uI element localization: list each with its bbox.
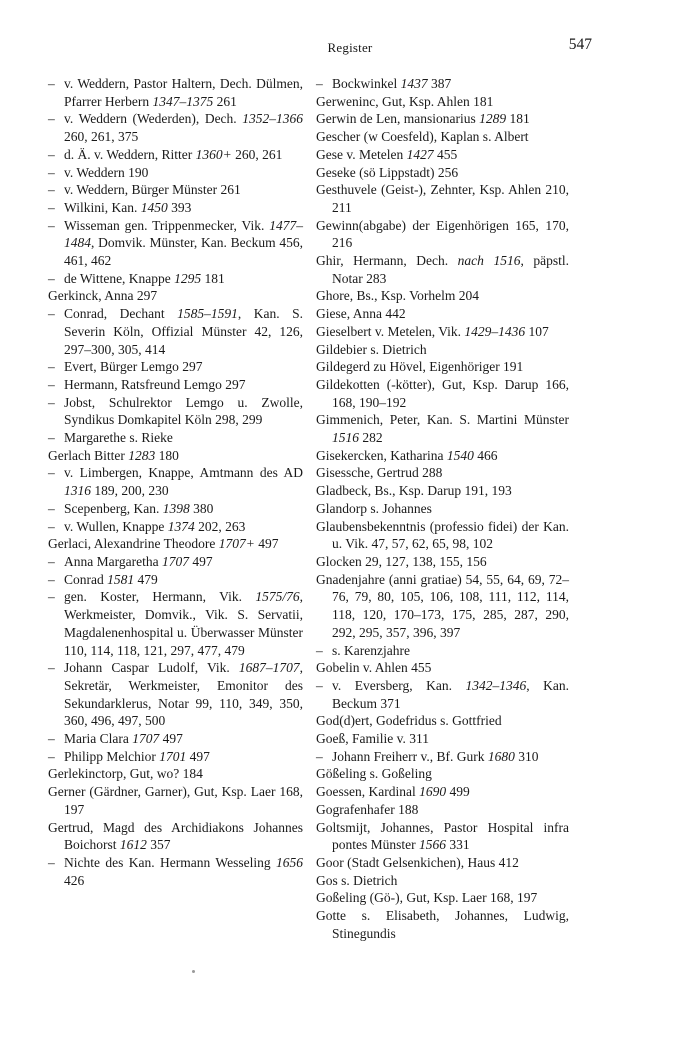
subentry-dash: – <box>316 642 323 658</box>
index-subentry <box>48 217 303 270</box>
scan-speck <box>192 970 195 973</box>
subentry-dash: – <box>48 394 55 410</box>
subentry-dash: – <box>48 518 55 534</box>
entry-text: , päpstl. Notar 283 <box>332 253 570 286</box>
subentry-dash: – <box>48 199 55 215</box>
entry-text: Scepenberg, Kan. <box>64 500 163 516</box>
index-entry <box>316 146 569 164</box>
entry-text: 380 <box>189 500 214 516</box>
index-subentry <box>48 270 303 288</box>
entry-date: 1701 <box>159 748 187 764</box>
entry-text: Nichte des Kan. Hermann Wesseling <box>64 854 276 870</box>
subentry-dash: – <box>316 76 323 91</box>
entry-text: 310 <box>514 748 539 764</box>
index-entry <box>316 819 569 854</box>
subentry-dash: – <box>48 430 55 446</box>
entry-text: Gerwin de Len, mansionarius <box>316 111 480 127</box>
entry-date: 1283 <box>128 447 156 463</box>
entry-text: 260, 261 <box>231 146 283 162</box>
index-subentry <box>48 199 303 217</box>
entry-text: Gladbeck, Bs., Ksp. Darup 191, 193 <box>316 483 512 499</box>
entry-text: Gese v. Metelen <box>316 146 407 162</box>
entry-text: 189, 200, 230 <box>91 483 169 499</box>
entry-text: 499 <box>446 784 470 800</box>
index-subentry <box>48 464 303 499</box>
entry-text: Gisekercken, Katharina <box>316 447 447 463</box>
entry-text: v. Weddern, Bürger Münster 261 <box>64 182 241 198</box>
entry-text: 455 <box>433 146 458 162</box>
index-subentry <box>48 748 303 766</box>
entry-text: Gildebier s. Dietrich <box>316 341 427 357</box>
entry-date: 1398 <box>162 500 190 516</box>
entry-text: s. Karenzjahre <box>332 642 410 658</box>
entry-text: 261 <box>213 93 237 109</box>
index-entry <box>316 482 569 500</box>
subentry-dash: – <box>48 111 55 127</box>
index-entry <box>48 783 303 818</box>
index-entry <box>316 93 569 111</box>
index-subentry <box>48 730 303 748</box>
entry-date: 1316 <box>64 483 91 499</box>
entry-text: 497 <box>188 553 213 569</box>
index-subentry <box>48 588 303 659</box>
entry-date: 1352–1366 <box>242 111 303 127</box>
subentry-dash: – <box>48 465 55 481</box>
running-header-title: Register <box>327 40 373 55</box>
entry-text: Gobelin v. Ahlen 455 <box>316 660 432 676</box>
entry-text: v. Weddern 190 <box>64 164 149 180</box>
index-entry <box>316 305 569 323</box>
subentry-dash: – <box>48 571 55 587</box>
entry-date: 1429–1436 <box>464 323 526 339</box>
subentry-dash: – <box>316 677 323 693</box>
index-entry <box>48 819 303 854</box>
entry-text: Gewinn(abgabe) der Eigenhörigen 165, 170, 216 <box>316 217 569 251</box>
entry-date: 1690 <box>419 784 447 800</box>
entry-text: Gisessche, Gertrud 288 <box>316 465 443 481</box>
entry-date: 1707 <box>132 731 160 747</box>
index-entry <box>316 571 569 642</box>
entry-date: 1687–1707 <box>238 660 300 676</box>
entry-text: Geseke (sö Lippstadt) 256 <box>316 164 459 180</box>
entry-date: 1477–1484 <box>64 217 303 251</box>
subentry-dash: – <box>48 359 55 375</box>
entry-text: Johann Freiherr v., Bf. Gurk <box>332 748 488 764</box>
entry-text: Evert, Bürger Lemgo 297 <box>64 359 203 375</box>
entry-text: 479 <box>134 571 158 587</box>
index-subentry <box>48 429 303 447</box>
index-entry <box>316 358 569 376</box>
entry-text: Gesthuvele (Geist-), Zehnter, Ksp. Ahlen 210, 211 <box>316 182 569 215</box>
entry-date: 1295 <box>174 270 202 286</box>
index-entry <box>316 164 569 182</box>
index-entry <box>316 801 569 819</box>
entry-text: Ghir, Hermann, Dech. <box>316 253 458 269</box>
entry-text: Maria Clara <box>64 731 133 747</box>
entry-text: v. Limbergen, Knappe, Amtmann des AD <box>64 465 303 481</box>
subentry-dash: – <box>316 748 323 764</box>
index-subentry <box>48 181 303 199</box>
entry-date: 1707+ <box>218 536 255 552</box>
index-entry <box>316 128 569 146</box>
entry-date: 1450 <box>140 199 168 215</box>
entry-text: God(d)ert, Godefridus s. Gottfried <box>316 713 502 729</box>
entry-text: v. Weddern, Pastor Haltern, Dech. Dülmen, Pfarrer Herbern <box>64 76 303 109</box>
subentry-dash: – <box>48 748 55 764</box>
entry-text: Margarethe s. Rieke <box>64 430 173 446</box>
page-number: 547 <box>568 36 592 53</box>
entry-date: 1437 <box>400 76 428 91</box>
index-subentry <box>48 394 303 429</box>
entry-text: , Sekretär, Werkmeister, Emonitor des Sekundarklerus, Notar 99, 110, 349, 350, 360, 496, 497, 500 <box>64 660 303 729</box>
entry-text: Anna Margaretha <box>64 553 162 569</box>
entry-date: 1342–1346 <box>465 677 527 693</box>
entry-text: 497 <box>186 748 210 764</box>
entry-text: Johann Caspar Ludolf, Vik. <box>64 660 239 676</box>
index-subentry <box>48 376 303 394</box>
index-column-left <box>48 75 303 889</box>
entry-text: 497 <box>254 536 279 552</box>
subentry-dash: – <box>48 76 55 91</box>
index-entry <box>316 907 569 942</box>
index-subentry <box>48 553 303 571</box>
index-entry <box>316 217 569 252</box>
subentry-dash: – <box>48 500 55 516</box>
index-subentry <box>316 748 569 766</box>
entry-date: 1347–1375 <box>152 93 214 109</box>
entry-text: 282 <box>359 430 383 446</box>
index-entry <box>316 376 569 411</box>
index-subentry <box>48 305 303 358</box>
entry-date: 1374 <box>167 518 195 534</box>
entry-text: Glaubensbekenntnis (professio fidei) der Kan. u. Vik. 47, 57, 62, 65, 98, 102 <box>316 518 569 552</box>
entry-text: Gografenhafer 188 <box>316 801 419 817</box>
entry-text: Gildekotten (-kötter), Gut, Ksp. Darup 166, 168, 190–192 <box>316 376 569 410</box>
entry-text: 181 <box>506 111 530 127</box>
entry-date: 1540 <box>446 447 474 463</box>
index-entry <box>316 659 569 677</box>
subentry-dash: – <box>48 589 55 605</box>
entry-text: Ghore, Bs., Ksp. Vorhelm 204 <box>316 288 480 304</box>
index-subentry <box>48 146 303 164</box>
entry-text: 260, 261, 375 <box>64 129 139 145</box>
entry-date: 1289 <box>479 111 507 127</box>
entry-text: , Werkmeister, Domvik., Vik. S. Servatii, Magdalenenhospital u. Überwasser Münster 110, 114, 118, 121, 297, 477, 479 <box>64 589 303 658</box>
entry-text: de Wittene, Knappe <box>64 270 175 286</box>
index-entry <box>316 323 569 341</box>
index-entry <box>316 765 569 783</box>
index-subentry <box>48 659 303 730</box>
index-entry <box>316 500 569 518</box>
index-entry <box>316 783 569 801</box>
index-entry <box>316 889 569 907</box>
entry-text: 497 <box>159 731 183 747</box>
entry-text: Gerweninc, Gut, Ksp. Ahlen 181 <box>316 93 494 109</box>
entry-text: Gerlekinctorp, Gut, wo? 184 <box>48 766 203 782</box>
entry-text: 331 <box>446 837 470 853</box>
subentry-dash: – <box>48 270 55 286</box>
entry-date: 1575/76 <box>255 589 300 605</box>
entry-text: gen. Koster, Hermann, Vik. <box>64 589 256 605</box>
subentry-dash: – <box>48 731 55 747</box>
index-subentry <box>48 164 303 182</box>
index-subentry <box>48 75 303 110</box>
index-entry <box>316 464 569 482</box>
entry-text: Philipp Melchior <box>64 748 160 764</box>
entry-text: v. Wullen, Knappe <box>64 518 168 534</box>
index-subentry <box>48 571 303 589</box>
index-entry <box>48 287 303 305</box>
index-subentry <box>316 75 569 93</box>
index-entry <box>316 110 569 128</box>
index-entry <box>316 730 569 748</box>
index-entry <box>316 553 569 571</box>
entry-text: Gerlach Bitter <box>48 447 129 463</box>
entry-text: 426 <box>64 872 85 888</box>
subentry-dash: – <box>48 376 55 392</box>
entry-text: Gerner (Gärdner, Garner), Gut, Ksp. Laer 168, 197 <box>48 784 303 817</box>
entry-text: v. Weddern (Wederden), Dech. <box>64 111 243 127</box>
index-entry <box>48 765 303 783</box>
entry-text: Goltsmijt, Johannes, Pastor Hospital infra pontes Münster <box>316 819 569 853</box>
subentry-dash: – <box>48 146 55 162</box>
index-entry <box>316 518 569 553</box>
entry-text: Gos s. Dietrich <box>316 872 398 888</box>
subentry-dash: – <box>48 854 55 870</box>
entry-text: Wisseman gen. Trippenmecker, Vik. <box>64 217 270 233</box>
index-entry <box>316 341 569 359</box>
entry-text: 180 <box>155 447 179 463</box>
index-subentry <box>48 518 303 536</box>
entry-text: Gildegerd zu Hövel, Eigenhöriger 191 <box>316 359 524 375</box>
entry-date: 1427 <box>406 146 434 162</box>
entry-text: 387 <box>427 76 452 91</box>
entry-text: , Kan. Beckum 371 <box>332 677 569 711</box>
index-entry <box>316 287 569 305</box>
entry-text: Jobst, Schulrektor Lemgo u. Zwolle, Syndikus Domkapitel Köln 298, 299 <box>64 394 303 428</box>
index-entry <box>316 252 569 287</box>
entry-date: 1581 <box>107 571 135 587</box>
subentry-dash: – <box>48 306 55 322</box>
entry-date: nach 1516 <box>457 253 521 269</box>
entry-text: Bockwinkel <box>332 76 401 91</box>
index-entry <box>48 447 303 465</box>
entry-text: Goeß, Familie v. 311 <box>316 731 429 747</box>
entry-date: 1566 <box>419 837 446 853</box>
index-entry <box>316 411 569 446</box>
entry-text: Hermann, Ratsfreund Lemgo 297 <box>64 376 246 392</box>
entry-date: 1707 <box>161 553 189 569</box>
entry-text: 393 <box>167 199 192 215</box>
entry-text: d. Ä. v. Weddern, Ritter <box>64 146 196 162</box>
entry-text: 357 <box>146 837 171 853</box>
index-subentry <box>48 358 303 376</box>
entry-date: 1516 <box>332 430 359 446</box>
index-subentry <box>48 500 303 518</box>
entry-text: Gnadenjahre (anni gratiae) 54, 55, 64, 69, 72–76, 79, 80, 105, 106, 108, 111, 112, 114, 118, 120, 170–173, 175, 285, 287, 290, 292, 295, 357, 396, 397 <box>316 571 569 640</box>
entry-text: Wilkini, Kan. <box>64 199 141 215</box>
entry-date: 1656 <box>276 854 303 870</box>
subentry-dash: – <box>48 164 55 180</box>
index-entry <box>316 181 569 216</box>
entry-text: Goor (Stadt Gelsenkichen), Haus 412 <box>316 854 519 870</box>
index-entry <box>316 872 569 890</box>
subentry-dash: – <box>48 660 55 676</box>
entry-text: 202, 263 <box>194 518 246 534</box>
entry-text: 181 <box>201 270 225 286</box>
entry-text: Gerkinck, Anna 297 <box>48 288 158 304</box>
entry-text: Gertrud, Magd des Archidiakons Johannes Boichorst <box>48 819 303 853</box>
entry-text: Goßeling (Gö-), Gut, Ksp. Laer 168, 197 <box>316 890 538 906</box>
index-entry <box>316 712 569 730</box>
entry-text: Glandorp s. Johannes <box>316 500 432 516</box>
entry-text: Glocken 29, 127, 138, 155, 156 <box>316 553 487 569</box>
entry-text: Gößeling s. Goßeling <box>316 766 432 782</box>
entry-text: Goessen, Kardinal <box>316 784 420 800</box>
subentry-dash: – <box>48 553 55 569</box>
entry-text: v. Eversberg, Kan. <box>332 677 466 693</box>
entry-text: , Kan. S. Severin Köln, Offizial Münster 42, 126, 297–300, 305, 414 <box>64 306 303 357</box>
entry-text: Giese, Anna 442 <box>316 306 406 322</box>
entry-text: , Domvik. Münster, Kan. Beckum 456, 461, 462 <box>64 235 303 269</box>
subentry-dash: – <box>48 217 55 233</box>
subentry-dash: – <box>48 182 55 198</box>
entry-text: Conrad <box>64 571 108 587</box>
entry-text: Gieselbert v. Metelen, Vik. <box>316 323 465 339</box>
index-entry <box>316 854 569 872</box>
index-subentry <box>316 677 569 712</box>
entry-date: 1680 <box>487 748 515 764</box>
entry-text: Conrad, Dechant <box>64 306 178 322</box>
entry-text: 466 <box>473 447 498 463</box>
entry-date: 1612 <box>119 837 147 853</box>
index-subentry <box>48 110 303 145</box>
index-entry <box>48 535 303 553</box>
index-entry <box>316 447 569 465</box>
index-subentry <box>48 854 303 889</box>
index-column-right <box>316 75 569 942</box>
entry-text: Gerlaci, Alexandrine Theodore <box>48 536 219 552</box>
entry-text: Gescher (w Coesfeld), Kaplan s. Albert <box>316 129 529 145</box>
index-subentry <box>316 642 569 660</box>
entry-text: Gimmenich, Peter, Kan. S. Martini Münster <box>316 412 569 428</box>
entry-text: Gotte s. Elisabeth, Johannes, Ludwig, Stinegundis <box>316 908 569 941</box>
entry-text: 107 <box>525 323 549 339</box>
entry-date: 1585–1591 <box>177 306 238 322</box>
entry-date: 1360+ <box>195 146 232 162</box>
